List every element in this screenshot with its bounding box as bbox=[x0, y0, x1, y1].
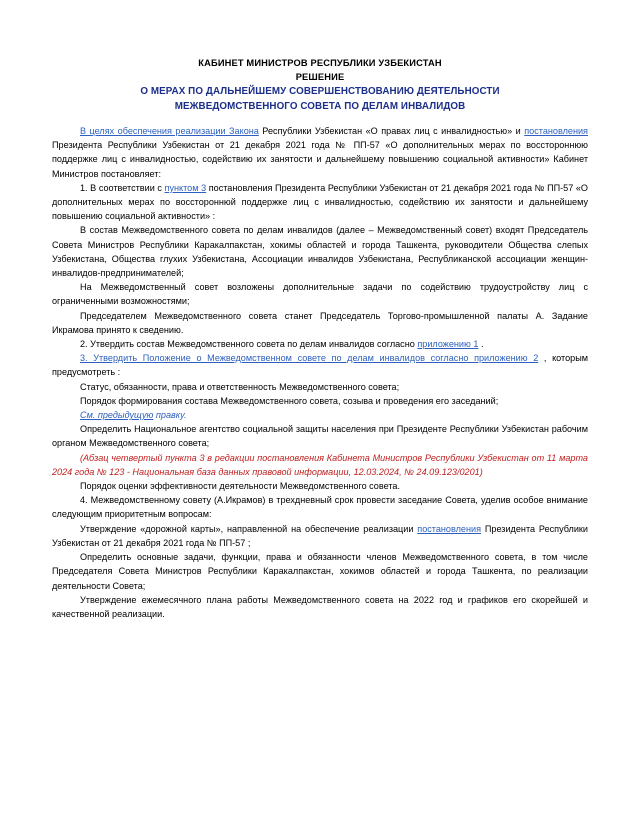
paragraph-council-tasks: На Межведомственный совет возложены дополнительные задачи по содействию трудоустройству лиц с ограниченными возможностями; bbox=[52, 282, 588, 307]
item-1-text-1: 1. В соответствии с bbox=[80, 182, 165, 193]
preamble-text-2: Президента Республики Узбекистан от 21 декабря 2021 года № ПП-57 «О дополнительных мерах по восстороннюю поддержке лиц с инвалидностью, содействию их занятости и дальнейшему повышению социальной активности» Кабинет Министров постановляет: bbox=[52, 140, 588, 179]
link-law-reference[interactable]: В целях обеспечения реализации Закона bbox=[80, 126, 259, 136]
link-resolution-pp57[interactable]: постановления bbox=[417, 523, 482, 534]
paragraph-previous-edition bbox=[52, 408, 588, 422]
document-title-line-2: МЕЖВЕДОМСТВЕННОГО СОВЕТА ПО ДЕЛАМ ИНВАЛИДОВ bbox=[174, 101, 466, 112]
previous-edition-text: правку. bbox=[153, 410, 187, 421]
paragraph-item-3 bbox=[52, 351, 588, 379]
paragraph-council-chairman: Председателем Межведомственного совета станет Председатель Торгово-промышленной палаты А. Задание Икрамова принято к сведению. bbox=[52, 310, 588, 335]
item-2-text-2: . bbox=[478, 339, 484, 350]
document-body bbox=[52, 124, 588, 621]
link-point-3[interactable]: пунктом 3 bbox=[164, 182, 207, 193]
paragraph-preamble bbox=[52, 124, 588, 181]
link-resolution-reference[interactable]: постановления bbox=[524, 126, 588, 136]
paragraph-item-1 bbox=[52, 181, 588, 224]
document-title-line-1: О МЕРАХ ПО ДАЛЬНЕЙШЕМУ СОВЕРШЕНСТВОВАНИЮ ДЕЯТЕЛЬНОСТИ bbox=[140, 86, 500, 97]
paragraph-working-body: Определить Национальное агентство социальной защиты населения при Президенте Республики Узбекистан рабочим органом Межведомственного совета; bbox=[52, 424, 588, 449]
organization-name: КАБИНЕТ МИНИСТРОВ РЕСПУБЛИКИ УЗБЕКИСТАН bbox=[198, 58, 442, 68]
paragraph-monthly-plan: Утверждение ежемесячного плана работы Межведомственного совета на 2022 год и графиков его скорейшей и качественной реализации. bbox=[52, 594, 588, 619]
paragraph-evaluation-order: Порядок оценки эффективности деятельности Межведомственного совета. bbox=[80, 481, 400, 492]
document-header bbox=[52, 56, 588, 114]
paragraph-member-duties: Определить основные задачи, функции, права и обязанности членов Межведомственного совета, в том числе Председателя Совета Министров Республики Каракалпакстан, хокимов областей и города Ташкента, по реализации деятельности Совета; bbox=[52, 552, 588, 591]
item-3-text: , которым предусмотреть : bbox=[52, 353, 588, 378]
roadmap-text-1: Утверждение «дорожной карты», направленной на обеспечение реализации bbox=[80, 523, 418, 534]
item-1-text-2: постановления Президента Республики Узбекистан от 21 декабря 2021 года № ПП-57 «О дополнительных мерах по восстороннюй поддержке лиц с инвалидностью, содействию их занятости и дальнейшему повышению социальной активности» : bbox=[52, 182, 589, 222]
paragraph-item-2 bbox=[52, 337, 588, 351]
paragraph-item-4: 4. Межведомственному совету (А.Икрамов) в трехдневный срок провести заседание Совета, уделив особое внимание следующим приоритетным вопросам: bbox=[52, 495, 588, 520]
item-2-text-1: 2. Утвердить состав Межведомственного совета по делам инвалидов согласно bbox=[80, 339, 418, 350]
paragraph-amendment-note: (Абзац четвертый пункта 3 в редакции постановления Кабинета Министров Республики Узбекистан от 11 марта 2024 года № 123 - Национальная база данных правовой информации, 12.03.2024, № 24.09.123/0201) bbox=[52, 452, 588, 477]
paragraph-council-composition: В состав Межведомственного совета по делам инвалидов (далее – Межведомственный совет) входят Председатель Совета Министров Республики Каракалпакстан, хокимы областей и города Ташкента, руководители Общества слепых Узбекистана, Общества глухих Узбекистана, Ассоциации инвалидов Узбекистана, Республиканской ассоциации женщин-инвалидов-предпринимателей; bbox=[52, 225, 588, 279]
roadmap-text-2: Президента Республики Узбекистан от 21 декабря 2021 года № ПП-57 ; bbox=[52, 523, 588, 548]
preamble-text-1: Республики Узбекистан «О правах лиц с инвалидностью» и bbox=[258, 126, 525, 136]
document-type: РЕШЕНИЕ bbox=[295, 72, 345, 82]
paragraph-roadmap bbox=[52, 522, 588, 550]
paragraph-status-duties: Статус, обязанности, права и ответственность Межведомственного совета; bbox=[80, 381, 400, 392]
link-appendix-1[interactable]: приложению 1 bbox=[417, 339, 479, 350]
link-appendix-2[interactable]: 3. Утвердить Положение о Межведомственном совете по делам инвалидов согласно приложению 2 bbox=[80, 353, 539, 364]
link-previous-edition[interactable]: См. предыдущую bbox=[80, 410, 154, 421]
paragraph-formation-order: Порядок формирования состава Межведомственного совета, созыва и проведения его заседаний; bbox=[80, 395, 499, 406]
